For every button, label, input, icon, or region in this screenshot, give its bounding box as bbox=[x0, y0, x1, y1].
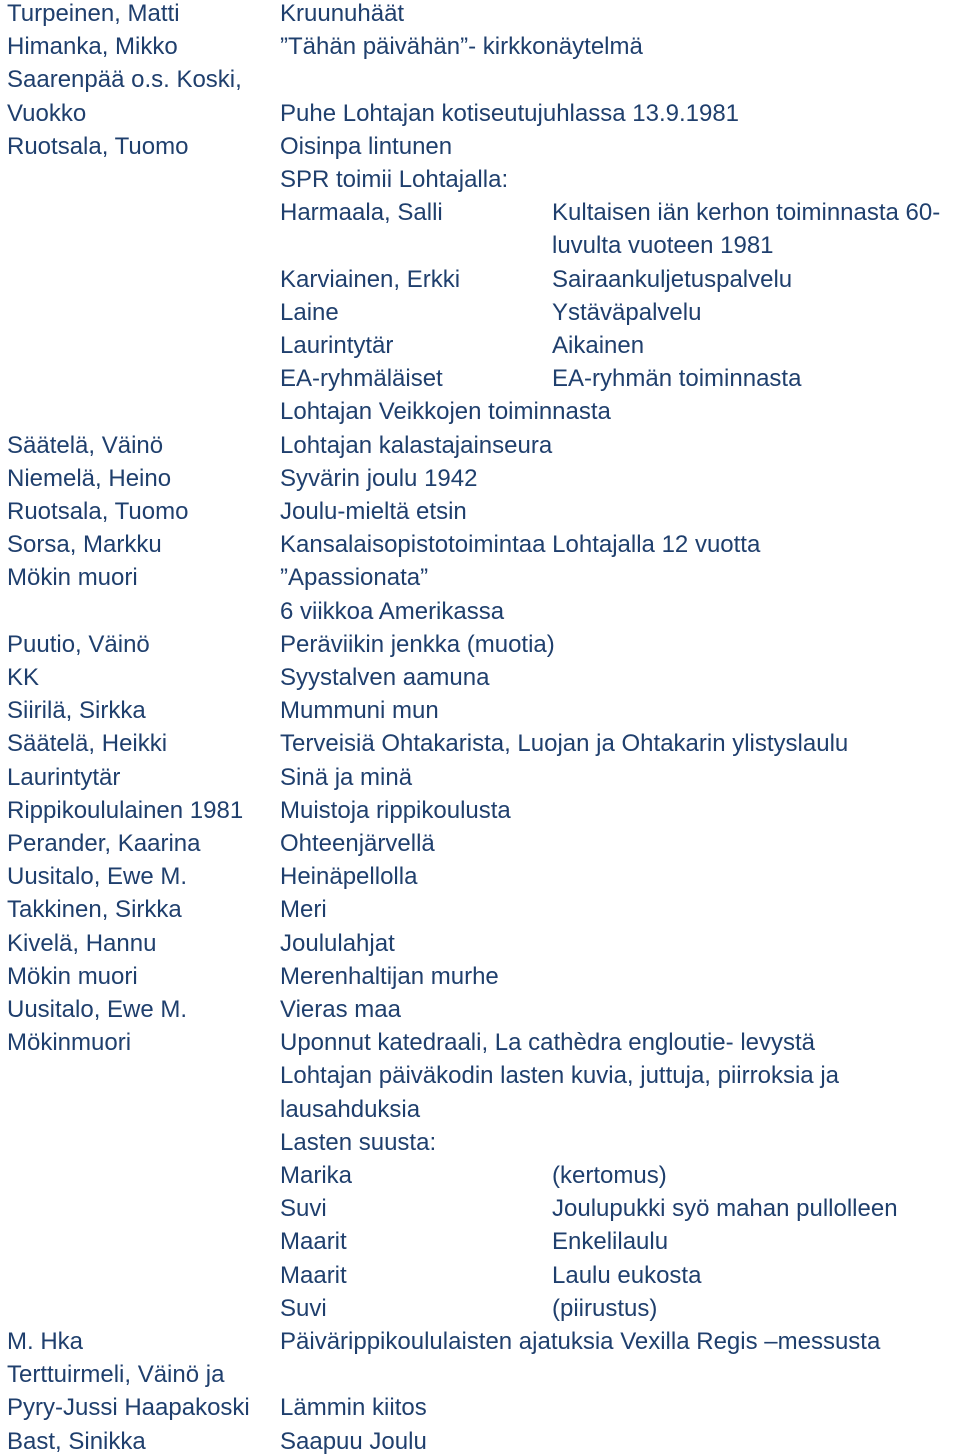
title-cell: Laine bbox=[280, 298, 339, 326]
title-cell: Ohteenjärvellä bbox=[280, 830, 435, 857]
title-cell: Maarit bbox=[280, 1261, 347, 1289]
author-cell: Ruotsala, Tuomo bbox=[7, 498, 189, 525]
author-cell: Saarenpää o.s. Koski, bbox=[7, 66, 242, 94]
title-cell: Joululahjat bbox=[280, 929, 395, 957]
title-cell: SPR toimii Lohtajalla: bbox=[280, 166, 509, 193]
title-cell: Päivärippikoululaisten ajatuksia Vexilla Regis –messusta bbox=[280, 1328, 881, 1355]
title-cell: Muistoja rippikoulusta bbox=[280, 796, 511, 824]
title-cell: Heinäpellolla bbox=[280, 863, 418, 891]
author-cell: Rippikoululainen 1981 bbox=[7, 796, 244, 824]
detail-cell: Aikainen bbox=[552, 332, 645, 359]
title-cell: Laurintytär bbox=[280, 332, 394, 359]
title-cell: Syvärin joulu 1942 bbox=[280, 464, 478, 492]
author-cell: Sorsa, Markku bbox=[7, 531, 162, 559]
author-cell: M. Hka bbox=[7, 1328, 84, 1355]
title-cell: Lohtajan kalastajainseura bbox=[280, 431, 553, 459]
detail-cell: EA-ryhmän toiminnasta bbox=[552, 365, 802, 393]
author-cell: Uusitalo, Ewe M. bbox=[7, 863, 188, 891]
author-cell: Säätelä, Väinö bbox=[7, 431, 164, 459]
detail-cell: Joulupukki syö mahan pullolleen bbox=[552, 1195, 898, 1223]
author-cell: Himanka, Mikko bbox=[7, 33, 178, 61]
author-cell: Vuokko bbox=[7, 99, 87, 127]
author-cell: Niemelä, Heino bbox=[7, 464, 172, 492]
author-cell: Bast, Sinikka bbox=[7, 1427, 146, 1455]
author-cell: Pyry-Jussi Haapakoski bbox=[7, 1394, 250, 1422]
detail-cell: Sairaankuljetuspalvelu bbox=[552, 265, 793, 293]
detail-cell: (kertomus) bbox=[552, 1162, 667, 1189]
title-cell: Terveisiä Ohtakarista, Luojan ja Ohtakarin ylistyslaulu bbox=[280, 730, 849, 758]
title-cell: Peräviikin jenkka (muotia) bbox=[280, 630, 555, 658]
author-cell: Kivelä, Hannu bbox=[7, 929, 157, 957]
author-cell: KK bbox=[7, 664, 40, 691]
title-cell: Uponnut katedraali, La cathèdra engloutie- levystä bbox=[280, 1029, 816, 1057]
detail-cell: Ystäväpalvelu bbox=[552, 298, 702, 326]
title-cell: ”Apassionata” bbox=[280, 564, 429, 592]
title-cell: Merenhaltijan murhe bbox=[280, 962, 499, 990]
title-cell: lausahduksia bbox=[280, 1095, 421, 1123]
title-cell: Kruunuhäät bbox=[280, 0, 405, 27]
title-cell: Meri bbox=[280, 896, 327, 924]
title-cell: Lohtajan Veikkojen toiminnasta bbox=[280, 398, 611, 426]
author-cell: Perander, Kaarina bbox=[7, 830, 201, 857]
author-cell: Mökinmuori bbox=[7, 1029, 132, 1057]
title-cell: Lasten suusta: bbox=[280, 1128, 437, 1156]
title-cell: Marika bbox=[280, 1162, 353, 1189]
title-cell: Oisinpa lintunen bbox=[280, 132, 453, 160]
author-cell: Mökin muori bbox=[7, 962, 138, 990]
author-cell: Laurintytär bbox=[7, 763, 121, 791]
title-cell: Kansalaisopistotoimintaa Lohtajalla 12 vuotta bbox=[280, 531, 761, 559]
title-cell: Joulu-mieltä etsin bbox=[280, 498, 467, 525]
author-cell: Turpeinen, Matti bbox=[7, 0, 180, 27]
title-cell: Syystalven aamuna bbox=[280, 664, 490, 691]
title-cell: EA-ryhmäläiset bbox=[280, 365, 443, 393]
title-cell: Lämmin kiitos bbox=[280, 1394, 427, 1422]
title-cell: Saapuu Joulu bbox=[280, 1427, 427, 1455]
title-cell: Puhe Lohtajan kotiseutujuhlassa 13.9.1981 bbox=[280, 99, 740, 127]
title-cell: Maarit bbox=[280, 1228, 347, 1256]
author-cell: Säätelä, Heikki bbox=[7, 730, 168, 758]
author-cell: Takkinen, Sirkka bbox=[7, 896, 182, 924]
detail-cell: Laulu eukosta bbox=[552, 1261, 702, 1289]
title-cell: Suvi bbox=[280, 1294, 327, 1322]
author-cell: Ruotsala, Tuomo bbox=[7, 132, 189, 160]
title-cell: Harmaala, Salli bbox=[280, 199, 443, 227]
author-cell: Siirilä, Sirkka bbox=[7, 697, 146, 725]
title-cell: 6 viikkoa Amerikassa bbox=[280, 597, 505, 625]
title-cell: ”Tähän päivähän”- kirkkonäytelmä bbox=[280, 33, 643, 61]
author-cell: Puutio, Väinö bbox=[7, 630, 150, 658]
detail-cell: (piirustus) bbox=[552, 1294, 658, 1322]
author-cell: Mökin muori bbox=[7, 564, 138, 592]
title-cell: Suvi bbox=[280, 1195, 327, 1223]
title-cell: Mummuni mun bbox=[280, 697, 439, 725]
title-cell: Vieras maa bbox=[280, 996, 401, 1023]
detail-cell: luvulta vuoteen 1981 bbox=[552, 232, 774, 260]
title-cell: Lohtajan päiväkodin lasten kuvia, juttuja, piirroksia ja bbox=[280, 1062, 839, 1090]
title-cell: Karviainen, Erkki bbox=[280, 265, 461, 293]
title-cell: Sinä ja minä bbox=[280, 763, 413, 791]
author-cell: Uusitalo, Ewe M. bbox=[7, 996, 188, 1023]
detail-cell: Enkelilaulu bbox=[552, 1228, 669, 1256]
author-cell: Terttuirmeli, Väinö ja bbox=[7, 1361, 225, 1389]
detail-cell: Kultaisen iän kerhon toiminnasta 60- bbox=[552, 199, 941, 227]
